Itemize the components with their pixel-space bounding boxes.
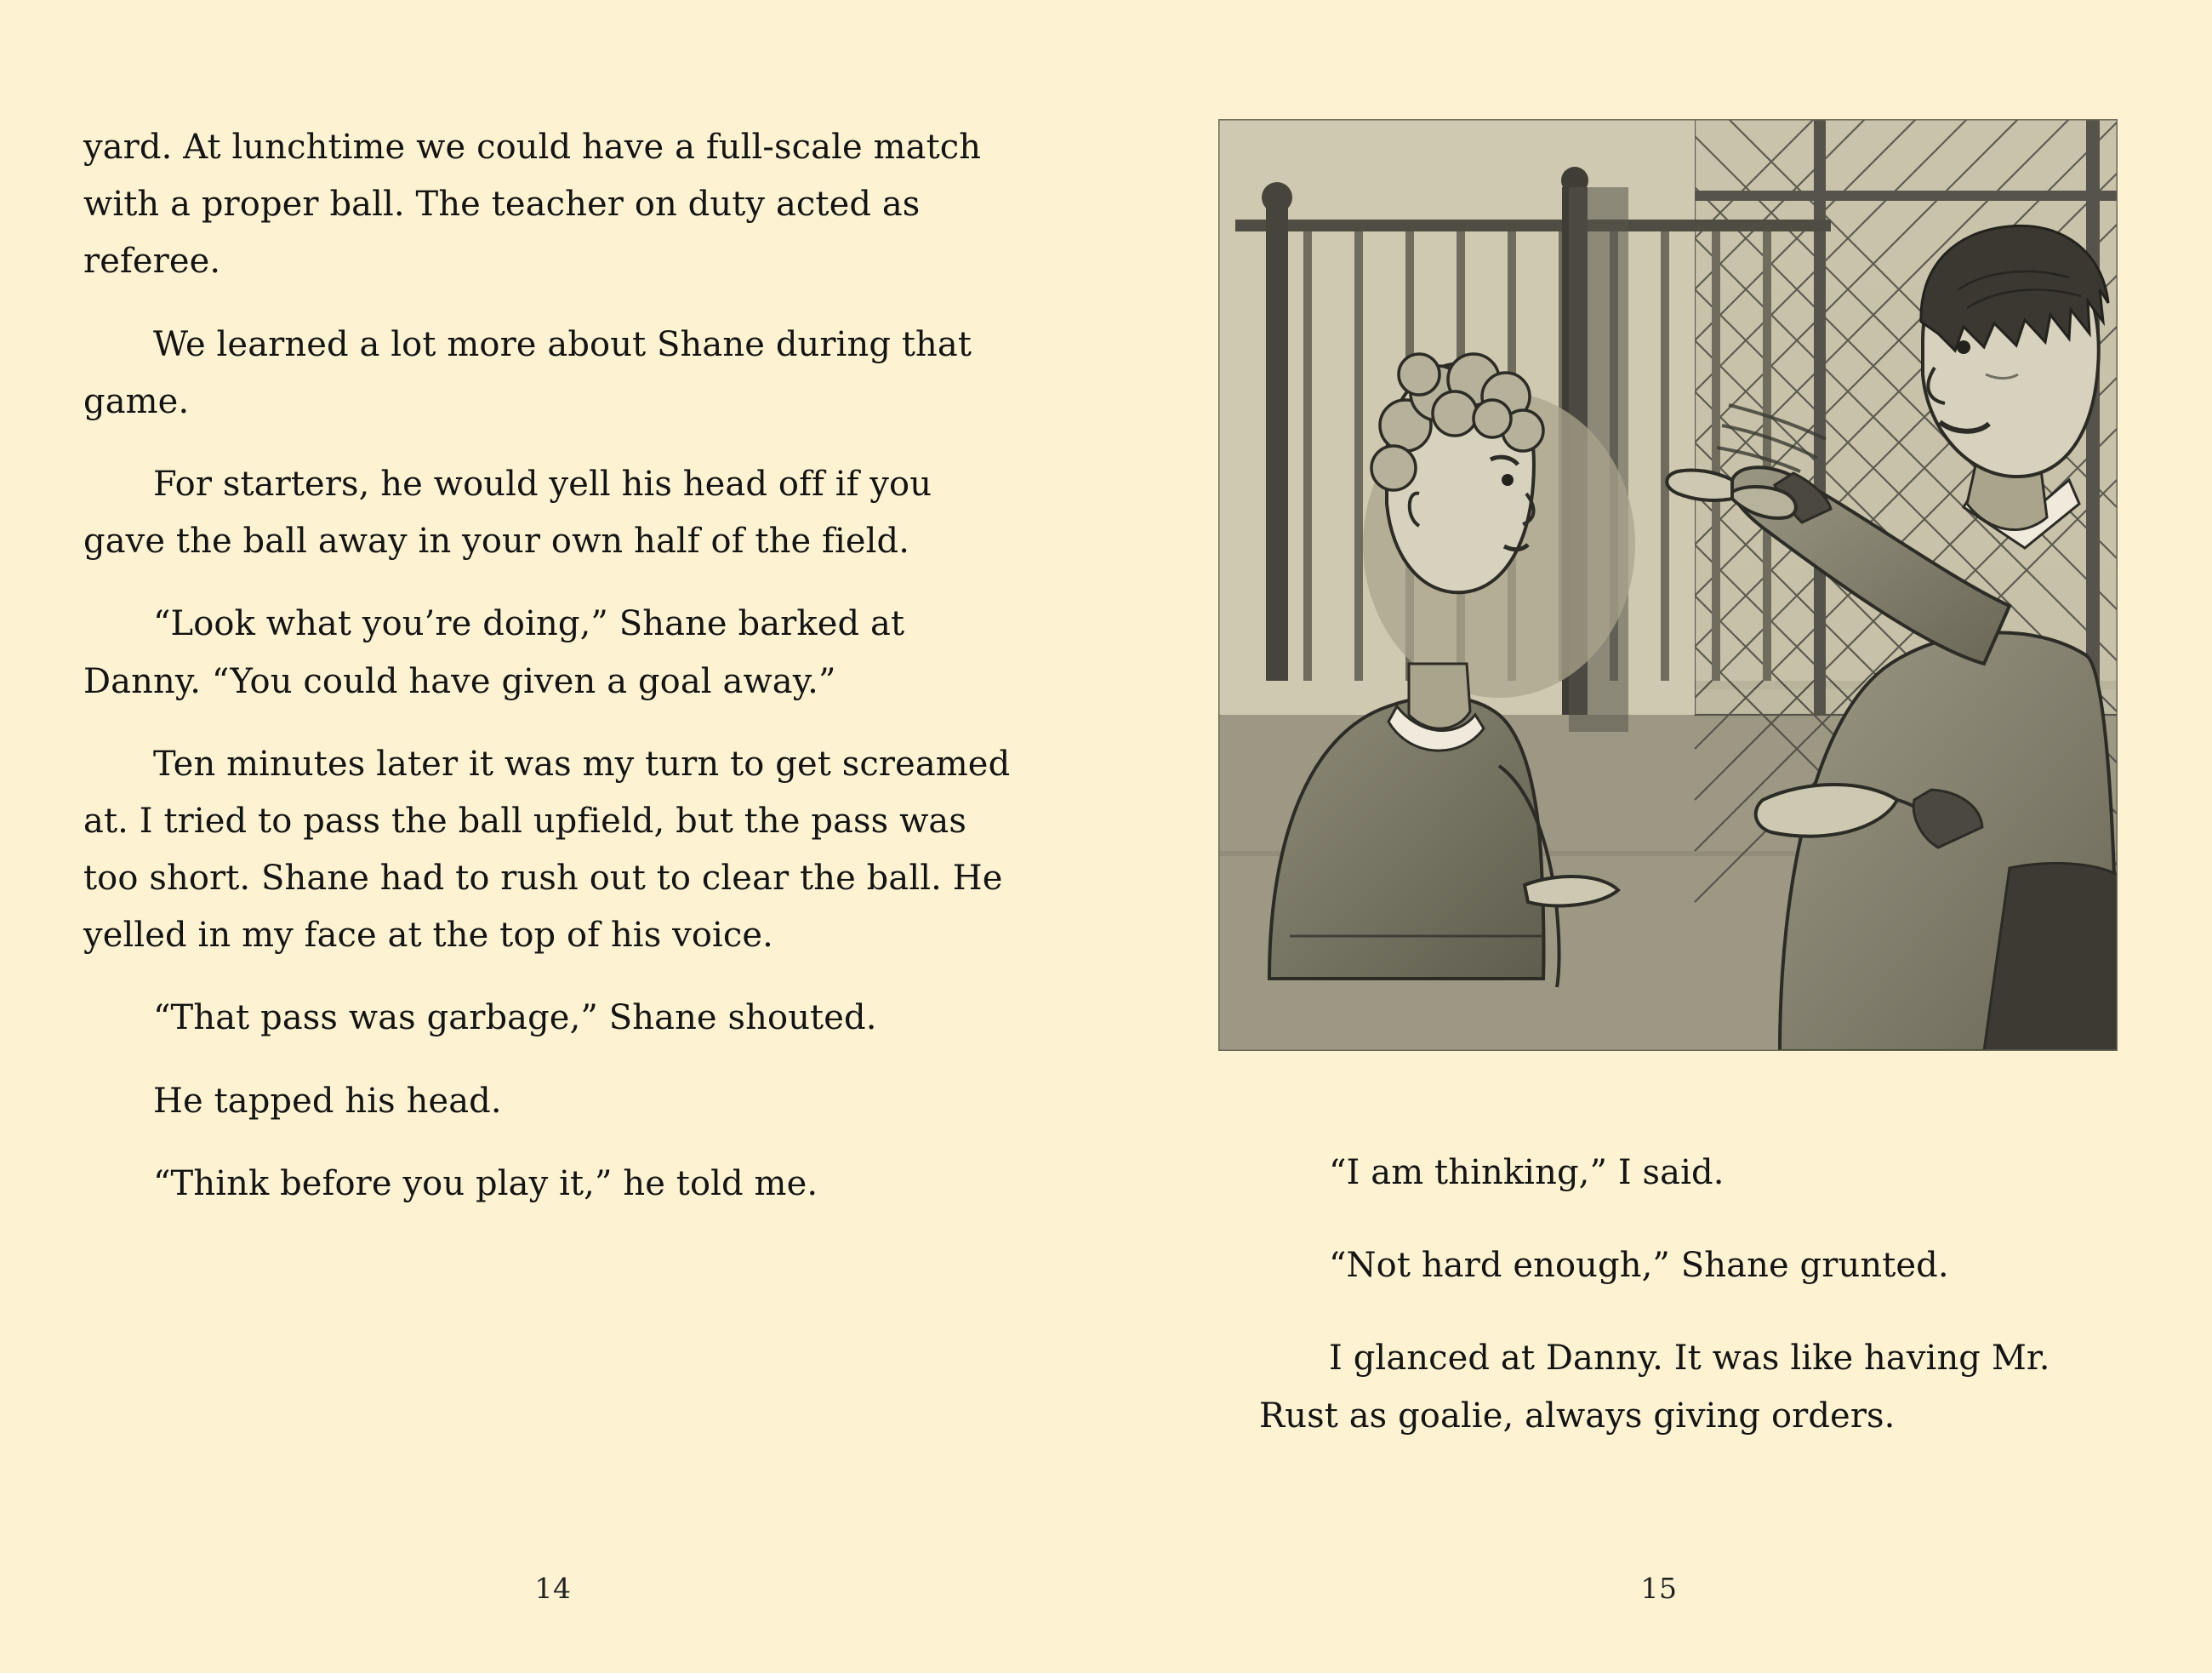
paragraph: “Not hard enough,” Shane grunted. xyxy=(1329,1246,1949,1286)
right-page-text xyxy=(1259,1145,2118,1445)
paragraph: “That pass was garbage,” Shane shouted. xyxy=(153,998,877,1038)
paragraph: “Look what you’re doing,” Shane barked at Danny. “You could have given a goal away.” xyxy=(83,604,905,701)
paragraph: He tapped his head. xyxy=(153,1081,502,1121)
paragraph: I glanced at Danny. It was like having Mr. Rust as goalie, always giving orders. xyxy=(1259,1339,2050,1436)
illustration-artwork xyxy=(1218,119,2118,1051)
illustration-frame xyxy=(1218,119,2118,1051)
paragraph: We learned a lot more about Shane during that game. xyxy=(83,324,972,421)
illustration xyxy=(1218,119,2118,1051)
paragraph: yard. At lunchtime we could have a full-scale match with a proper ball. The teacher on duty acted as referee. xyxy=(83,128,982,282)
paragraph: “Think before you play it,” he told me. xyxy=(153,1163,818,1203)
paragraph: For starters, he would yell his head off if you gave the ball away in your own half of the field. xyxy=(83,464,932,562)
page-number: 15 xyxy=(1640,1572,1678,1605)
paragraph: Ten minutes later it was my turn to get screamed at. I tried to pass the ball upfield, but the pass was too short. Shane had to rush out to clear the ball. He yelled in my face at the top of his voice. xyxy=(83,744,1011,956)
page-number: 14 xyxy=(534,1572,572,1605)
paragraph: “I am thinking,” I said. xyxy=(1329,1153,1725,1192)
right-page xyxy=(1106,0,2212,1673)
